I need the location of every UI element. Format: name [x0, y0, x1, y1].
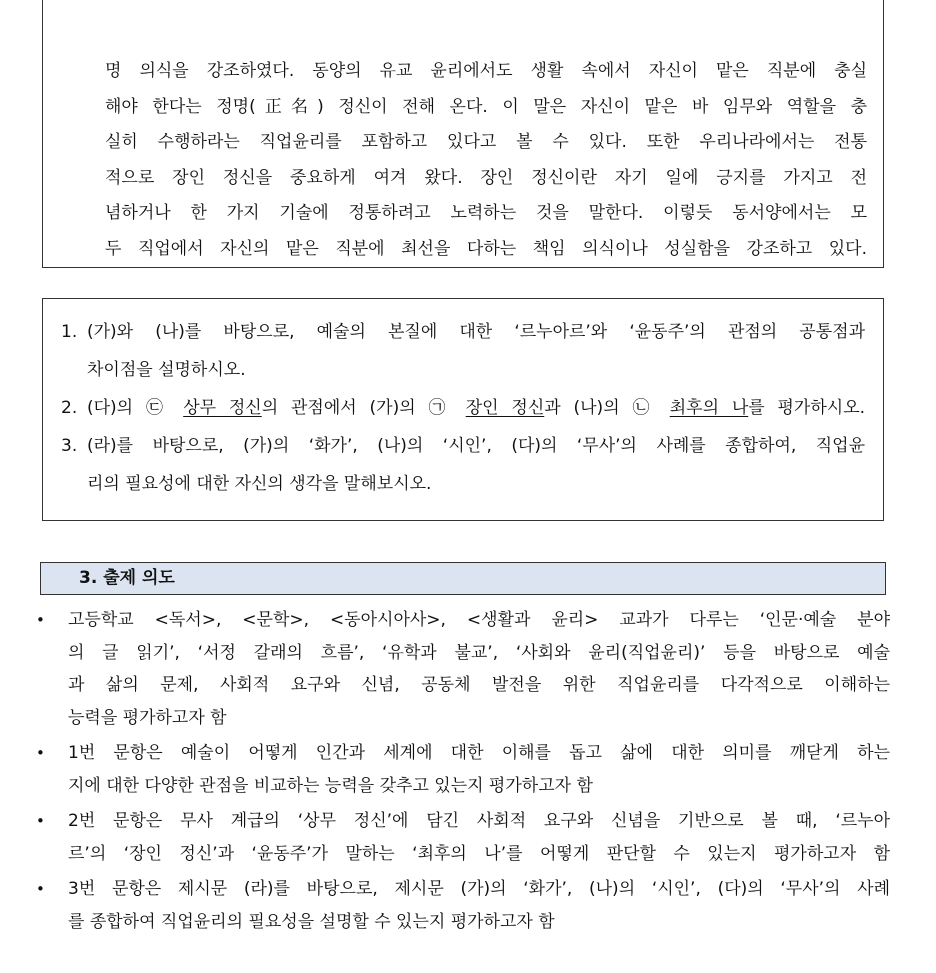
passage-box: [42, 0, 884, 268]
underlined-term: 장인 정신: [465, 398, 545, 418]
list-item: [34, 737, 890, 802]
question-number: 1.: [61, 322, 78, 342]
question-text: 의 관점에서 (가)의 ㉠: [261, 398, 466, 418]
question-3-line-2: 리의 필요성에 대한 자신의 생각을 말해보시오.: [87, 474, 432, 494]
bullet-line: 고등학교 <독서>, <문학>, <동아시아사>, <생활과 윤리> 교과가 다루는 ‘인문·예술 분야: [68, 610, 890, 630]
question-text: 를 평가하시오.: [748, 398, 866, 418]
bullet-icon: •: [36, 880, 45, 898]
bullet-line: 지에 대한 다양한 관점을 비교하는 능력을 갖추고 있는지 평가하고자 함: [68, 775, 593, 796]
underlined-term: 최후의 나: [669, 398, 749, 418]
question-1-line-1: [61, 313, 865, 351]
question-3-line-1: [61, 427, 865, 465]
list-item: [34, 805, 890, 870]
list-item: [34, 873, 890, 938]
bullet-icon: •: [36, 744, 45, 762]
bullet-icon: •: [36, 812, 45, 830]
bullet-line: 과 삶의 문제, 사회적 요구와 신념, 공동체 발전을 위한 직업윤리를 다각적으로 이해하는: [68, 675, 890, 695]
passage-line: 명 의식을 강조하였다. 동양의 유교 윤리에서도 생활 속에서 자신이 맡은 직분에 충실: [105, 61, 867, 81]
bullet-line: 3번 문항은 제시문 (라)를 바탕으로, 제시문 (가)의 ‘화가’, (나)의 ‘시인’, (다)의 ‘무사’의 사례: [68, 879, 890, 899]
list-item: [34, 604, 890, 734]
question-text: (가)와 (나)를 바탕으로, 예술의 본질에 대한 ‘르누아르’와 ‘윤동주’의 관점의 공통점과: [87, 322, 865, 342]
question-text: (라)를 바탕으로, (가)의 ‘화가’, (나)의 ‘시인’, (다)의 ‘무사’의 사례를 종합하여, 직업윤: [87, 436, 865, 456]
question-number: 3.: [61, 436, 78, 456]
underlined-term: 상무 정신: [183, 398, 262, 418]
question-2-line-1: [61, 389, 865, 427]
intent-bullet-list: [34, 604, 890, 941]
question-1: [61, 313, 865, 389]
bullet-line: 능력을 평가하고자 함: [68, 707, 227, 728]
bullet-line: 를 종합하여 직업윤리의 필요성을 설명할 수 있는지 평가하고자 함: [68, 911, 555, 932]
questions-box: [42, 298, 884, 521]
question-2: [61, 389, 865, 427]
question-3: [61, 427, 865, 503]
bullet-icon: •: [36, 611, 45, 629]
passage-line: 해야 한다는 정명(正名) 정신이 전해 온다. 이 말은 자신이 맡은 바 임무와 역할을 충: [105, 96, 867, 117]
passage-line: 실히 수행하라는 직업윤리를 포함하고 있다고 볼 수 있다. 또한 우리나라에서는 전통: [105, 132, 867, 152]
bullet-line: 2번 문항은 무사 계급의 ‘상무 정신’에 담긴 사회적 요구와 신념을 기반으로 볼 때, ‘르누아: [68, 811, 890, 831]
bullet-line: 1번 문항은 예술이 어떻게 인간과 세계에 대한 이해를 돕고 삶에 대한 의미를 깨닫게 하는: [68, 743, 890, 763]
passage-line: 념하거나 한 가지 기술에 정통하려고 노력하는 것을 말한다. 이렇듯 동서양에서는 모: [105, 203, 867, 223]
passage-line: 두 직업에서 자신의 맡은 직분에 최선을 다하는 책임 의식이나 성실함을 강조하고 있다.: [105, 238, 867, 259]
passage-line: 적으로 장인 정신을 중요하게 여겨 왔다. 장인 정신이란 자기 일에 긍지를 가지고 전: [105, 167, 867, 188]
bullet-line: 의 글 읽기’, ‘서정 갈래의 흐름’, ‘유학과 불교’, ‘사회와 윤리(직업윤리)’ 등을 바탕으로 예술: [68, 642, 890, 663]
question-number: 2.: [61, 398, 78, 418]
question-text: 과 (나)의 ㉡: [544, 398, 670, 418]
question-1-line-2: 차이점을 설명하시오.: [87, 360, 246, 380]
bullet-line: 르’의 ‘장인 정신’과 ‘윤동주’가 말하는 ‘최후의 나’를 어떻게 판단할 수 있는지 평가하고자 함: [68, 843, 890, 864]
question-text: (다)의 ㉢: [87, 398, 184, 418]
section-header: 3. 출제 의도: [40, 562, 886, 595]
